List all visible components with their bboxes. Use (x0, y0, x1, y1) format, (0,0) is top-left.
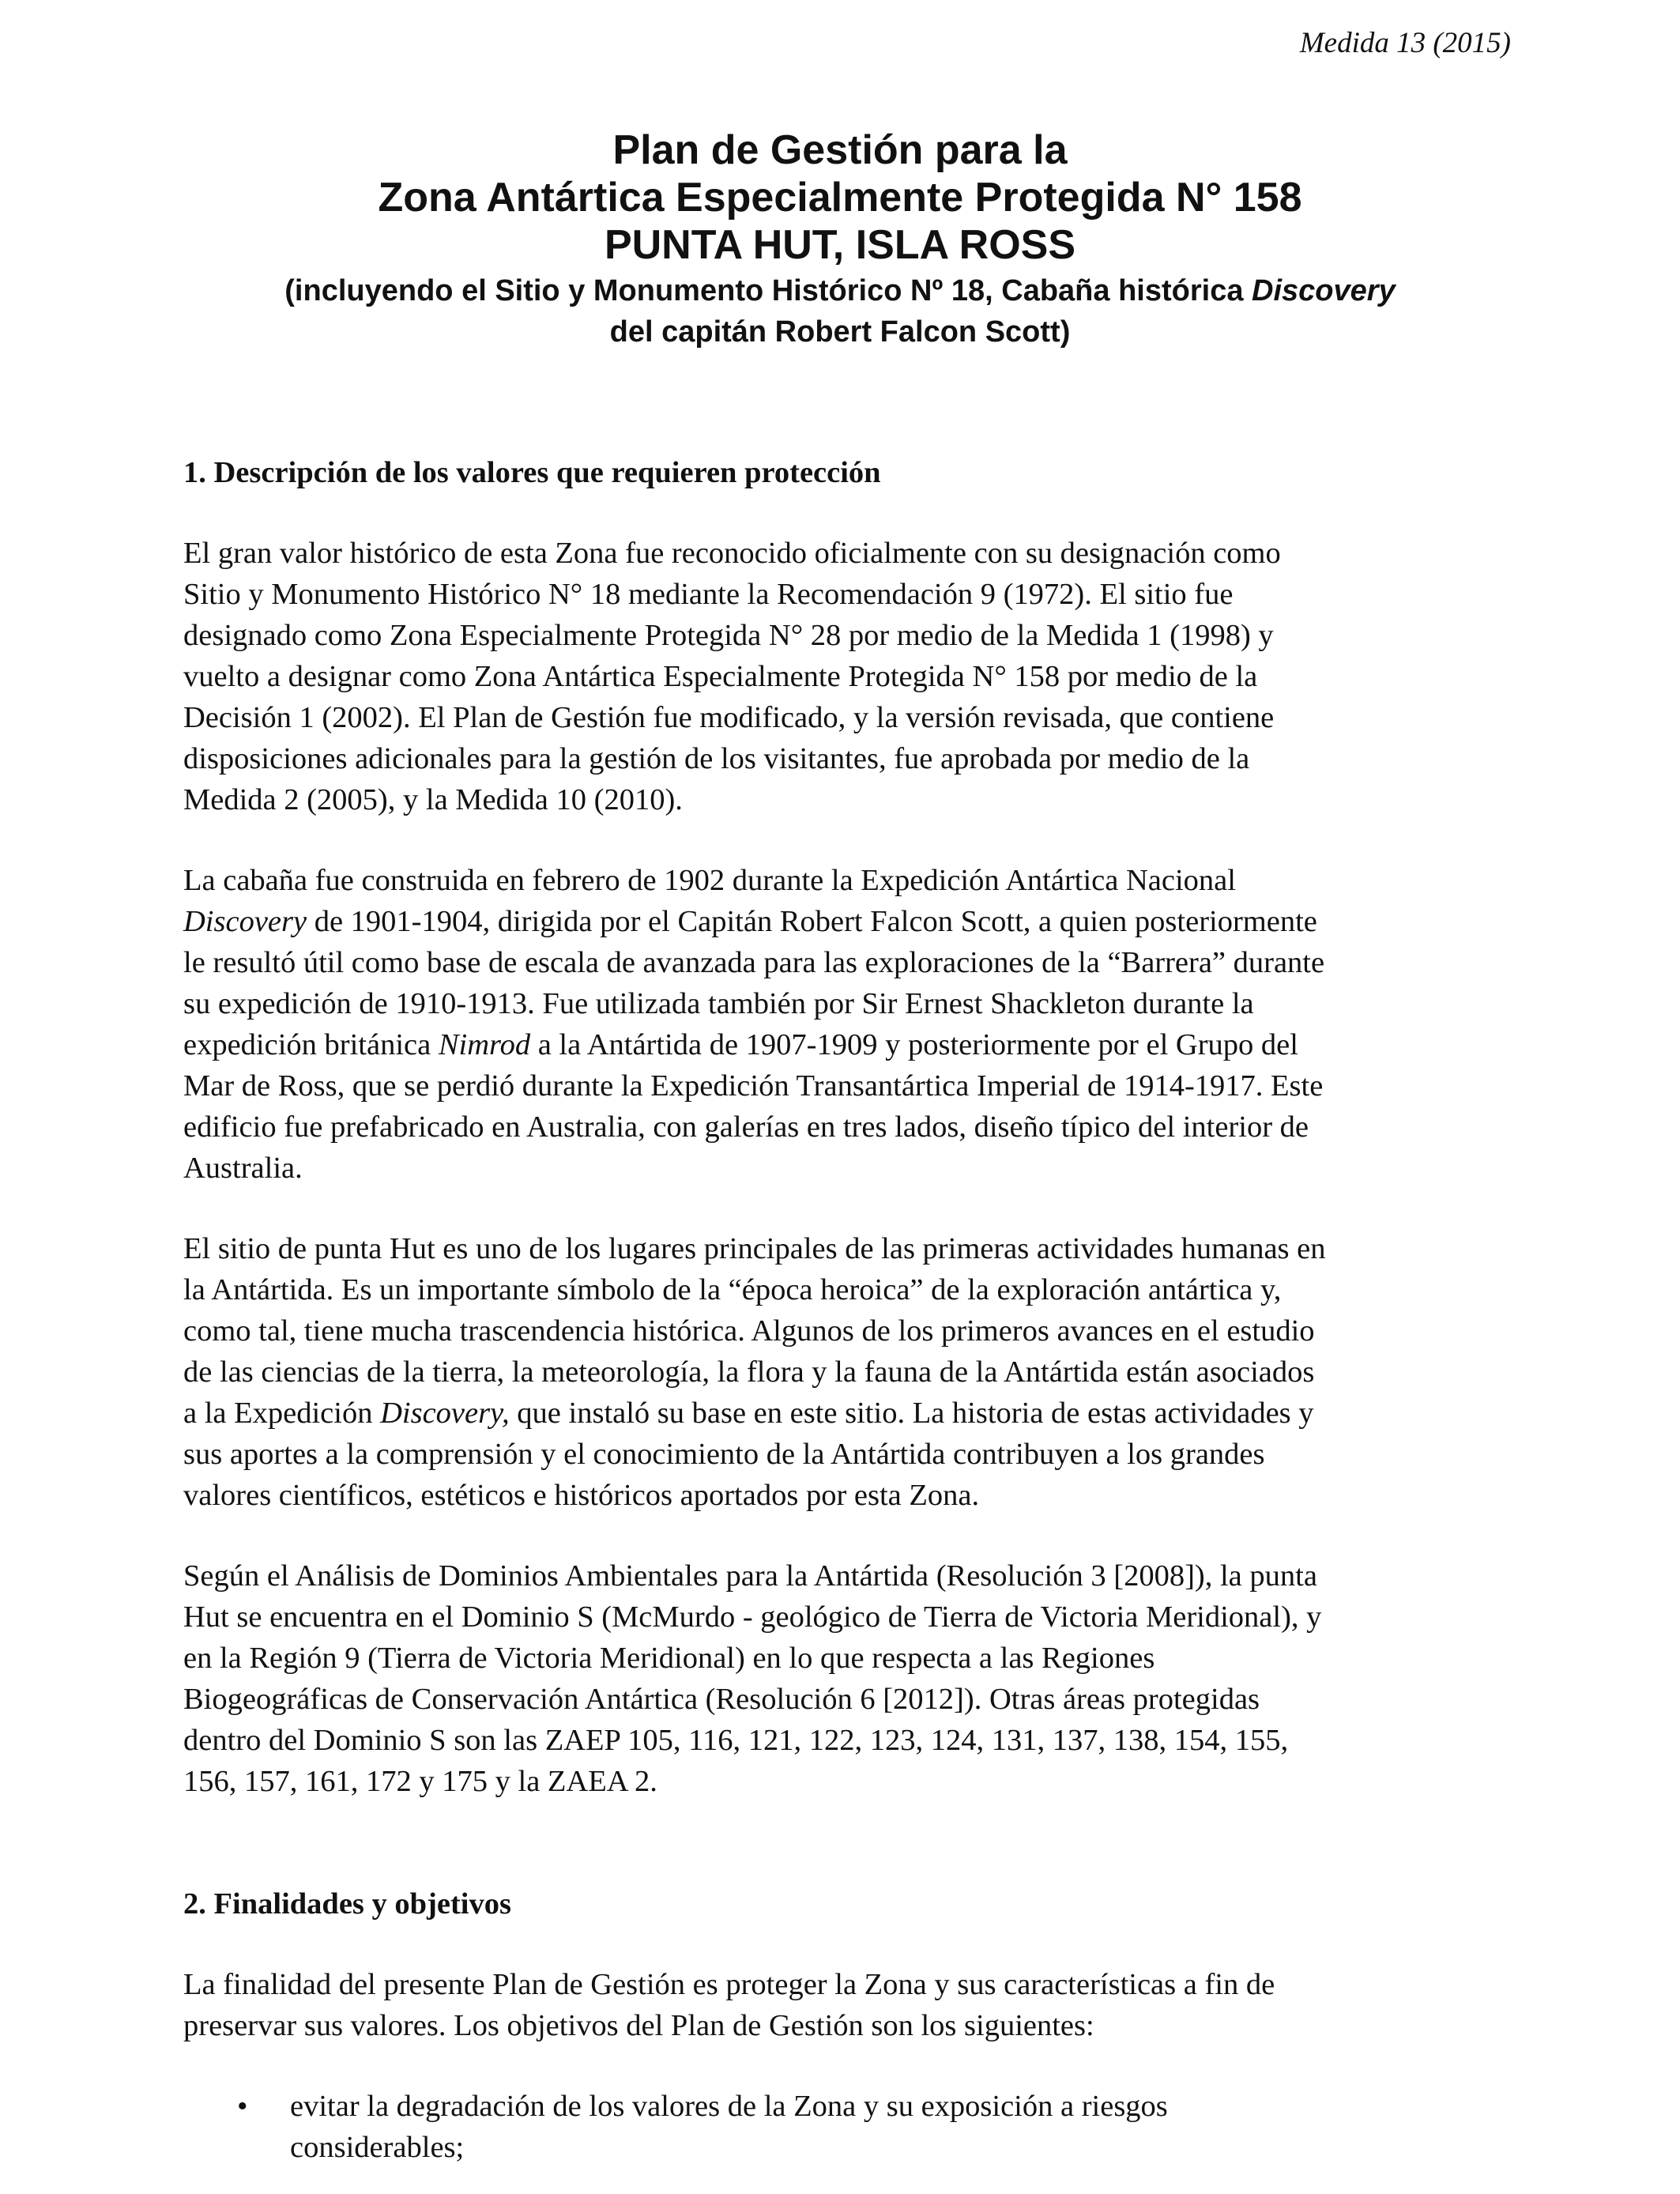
section-2-paragraph-1 (183, 1964, 1495, 2046)
objectives-list (183, 2086, 1495, 2168)
text-line: la Antártida. Es un importante símbolo de la “época heroica” de la exploración antártica y, (183, 1273, 1282, 1306)
text-line: que instaló su base en este sitio. La historia de estas actividades y (509, 1397, 1314, 1430)
subtitle-italic: Discovery (1252, 274, 1396, 307)
text-line: considerables; (290, 2131, 465, 2164)
list-item (183, 2086, 1495, 2168)
text-line: vuelto a designar como Zona Antártica Especialmente Protegida N° 158 por medio de la (183, 660, 1258, 693)
text-line: Sitio y Monumento Histórico N° 18 mediante la Recomendación 9 (1972). El sitio fue (183, 578, 1234, 611)
text-line: La finalidad del presente Plan de Gestión es proteger la Zona y sus características a fin de (183, 1968, 1275, 2001)
text-line: disposiciones adicionales para la gestión de los visitantes, fue aprobada por medio de la (183, 742, 1250, 775)
text-line: edificio fue prefabricado en Australia, con galerías en tres lados, diseño típico del interior de (183, 1110, 1309, 1144)
text-line: sus aportes a la comprensión y el conocimiento de la Antártida contribuyen a los grandes (183, 1438, 1265, 1471)
section-1-paragraph-1 (183, 533, 1495, 820)
text-line: La cabaña fue construida en febrero de 1902 durante la Expedición Antártica Nacional (183, 864, 1236, 897)
text-line: El gran valor histórico de esta Zona fue reconocido oficialmente con su designación como (183, 537, 1281, 570)
text-line: en la Región 9 (Tierra de Victoria Meridional) en lo que respecta a las Regiones (183, 1642, 1155, 1675)
text-line: 156, 157, 161, 172 y 175 y la ZAEA 2. (183, 1765, 657, 1798)
text-line: Hut se encuentra en el Dominio S (McMurdo - geológico de Tierra de Victoria Meridional), y (183, 1600, 1322, 1634)
text-line: expedición británica (183, 1028, 439, 1061)
section-1-paragraph-3 (183, 1228, 1495, 1516)
italic-ship-name: Discovery, (380, 1397, 510, 1430)
text-line: a la Antártida de 1907-1909 y posteriormente por el Grupo del (530, 1028, 1298, 1061)
text-line: de 1901-1904, dirigida por el Capitán Robert Falcon Scott, a quien posteriormente (307, 905, 1317, 938)
title-subtitle-1 (142, 270, 1538, 311)
text-line: a la Expedición (183, 1397, 381, 1430)
text-line: Australia. (183, 1152, 303, 1185)
text-line: Mar de Ross, que se perdió durante la Expedición Transantártica Imperial de 1914-1917. Este (183, 1069, 1324, 1103)
title-subtitle-2: del capitán Robert Falcon Scott) (609, 315, 1071, 349)
text-line: su expedición de 1910-1913. Fue utilizada también por Sir Ernest Shackleton durante la (183, 987, 1254, 1020)
text-line: de las ciencias de la tierra, la meteorología, la flora y la fauna de la Antártida están asociados (183, 1355, 1315, 1389)
title-line-2: Zona Antártica Especialmente Protegida N° 158 (378, 175, 1302, 221)
document-body (183, 452, 1495, 2168)
text-line: Medida 2 (2005), y la Medida 10 (2010). (183, 783, 683, 816)
text-line: Según el Análisis de Dominios Ambientales para la Antártida (Resolución 3 [2008]), la punta (183, 1559, 1317, 1593)
text-line: evitar la degradación de los valores de la Zona y su exposición a riesgos (290, 2090, 1168, 2123)
text-line: designado como Zona Especialmente Protegida N° 28 por medio de la Medida 1 (1998) y (183, 619, 1274, 652)
bullet-icon: • (237, 2090, 248, 2123)
text-line: valores científicos, estéticos e históricos aportados por esta Zona. (183, 1479, 980, 1512)
text-line: Biogeográficas de Conservación Antártica (Resolución 6 [2012]). Otras áreas protegidas (183, 1683, 1260, 1716)
section-1-paragraph-2 (183, 860, 1495, 1189)
text-line: preservar sus valores. Los objetivos del Plan de Gestión son los siguientes: (183, 2009, 1094, 2042)
text-line: como tal, tiene mucha trascendencia histórica. Algunos de los primeros avances en el estudio (183, 1314, 1315, 1348)
running-header: Medida 13 (2015) (1299, 27, 1511, 59)
section-1-paragraph-4 (183, 1555, 1495, 1802)
text-line: dentro del Dominio S son las ZAEP 105, 116, 121, 122, 123, 124, 131, 137, 138, 154, 155, (183, 1724, 1289, 1757)
italic-ship-name: Discovery (183, 905, 307, 938)
section-1-heading: 1. Descripción de los valores que requieren protección (183, 456, 881, 489)
subtitle-text: (incluyendo el Sitio y Monumento Histórico Nº 18, Cabaña histórica (284, 274, 1252, 307)
title-line-1: Plan de Gestión para la (612, 127, 1068, 173)
title-line-3: PUNTA HUT, ISLA ROSS (604, 222, 1076, 268)
section-2-heading: 2. Finalidades y objetivos (183, 1887, 511, 1921)
text-line: El sitio de punta Hut es uno de los lugares principales de las primeras actividades humanas en (183, 1232, 1326, 1265)
text-line: Decisión 1 (2002). El Plan de Gestión fue modificado, y la versión revisada, que contiene (183, 701, 1275, 734)
text-line: le resultó útil como base de escala de avanzada para las exploraciones de la “Barrera” durante (183, 946, 1325, 979)
italic-ship-name: Nimrod (438, 1028, 531, 1061)
document-title (142, 126, 1538, 352)
